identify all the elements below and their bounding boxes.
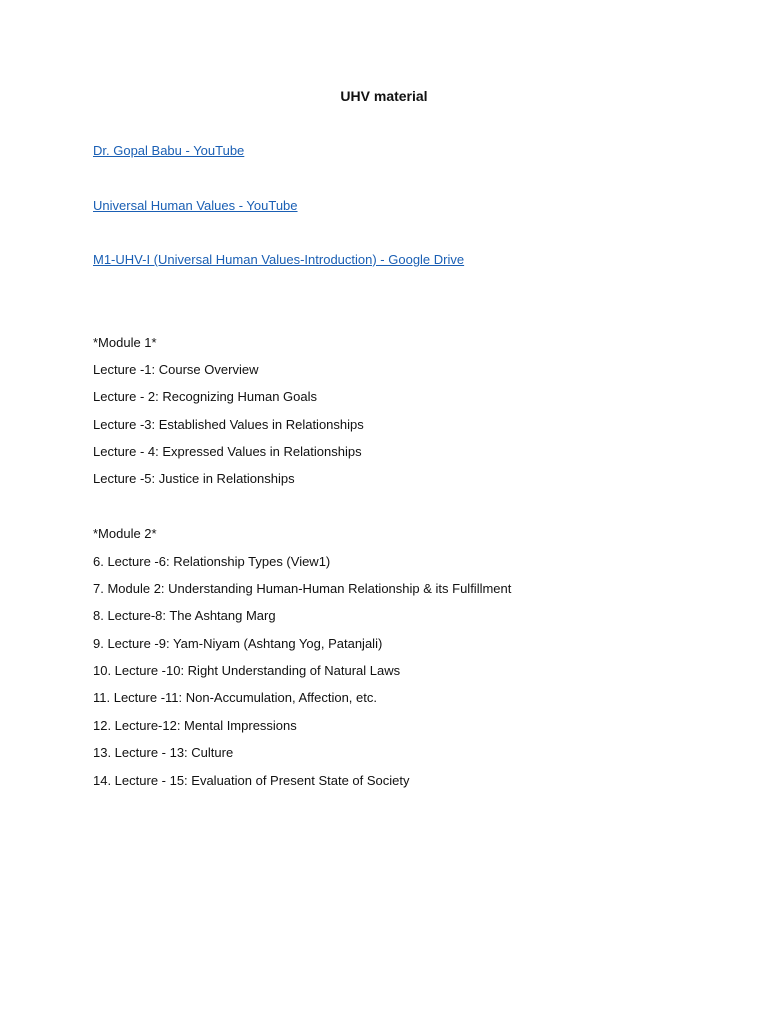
module-2-lecture-item: 7. Module 2: Understanding Human-Human Relationship & its Fulfillment (93, 581, 512, 596)
link-gopal-babu-youtube[interactable]: Dr. Gopal Babu - YouTube (93, 143, 245, 158)
module-1-lecture-item: Lecture -5: Justice in Relationships (93, 471, 295, 486)
link-universal-human-values-youtube[interactable]: Universal Human Values - YouTube (93, 198, 298, 213)
module-2-heading: *Module 2* (93, 526, 157, 541)
module-2-lecture-item: 12. Lecture-12: Mental Impressions (93, 718, 297, 733)
module-1-lecture-item: Lecture -3: Established Values in Relationships (93, 417, 364, 432)
document-title: UHV material (340, 88, 428, 104)
module-1-lecture-item: Lecture - 4: Expressed Values in Relationships (93, 444, 362, 459)
module-1-lecture-item: Lecture -1: Course Overview (93, 362, 259, 377)
module-2-lecture-item: 9. Lecture -9: Yam-Niyam (Ashtang Yog, Patanjali) (93, 636, 383, 651)
module-2-lecture-item: 8. Lecture-8: The Ashtang Marg (93, 608, 276, 623)
module-2-lecture-item: 6. Lecture -6: Relationship Types (View1) (93, 554, 331, 569)
link-m1-uhv-google-drive[interactable]: M1-UHV-I (Universal Human Values-Introduction) - Google Drive (93, 252, 465, 267)
module-2-lecture-item: 10. Lecture -10: Right Understanding of Natural Laws (93, 663, 401, 678)
module-2-lecture-item: 11. Lecture -11: Non-Accumulation, Affection, etc. (93, 690, 377, 705)
module-2-lecture-item: 14. Lecture - 15: Evaluation of Present State of Society (93, 773, 410, 788)
module-1-heading: *Module 1* (93, 335, 157, 350)
module-1-lecture-item: Lecture - 2: Recognizing Human Goals (93, 389, 318, 404)
module-2-lecture-item: 13. Lecture - 13: Culture (93, 745, 234, 760)
